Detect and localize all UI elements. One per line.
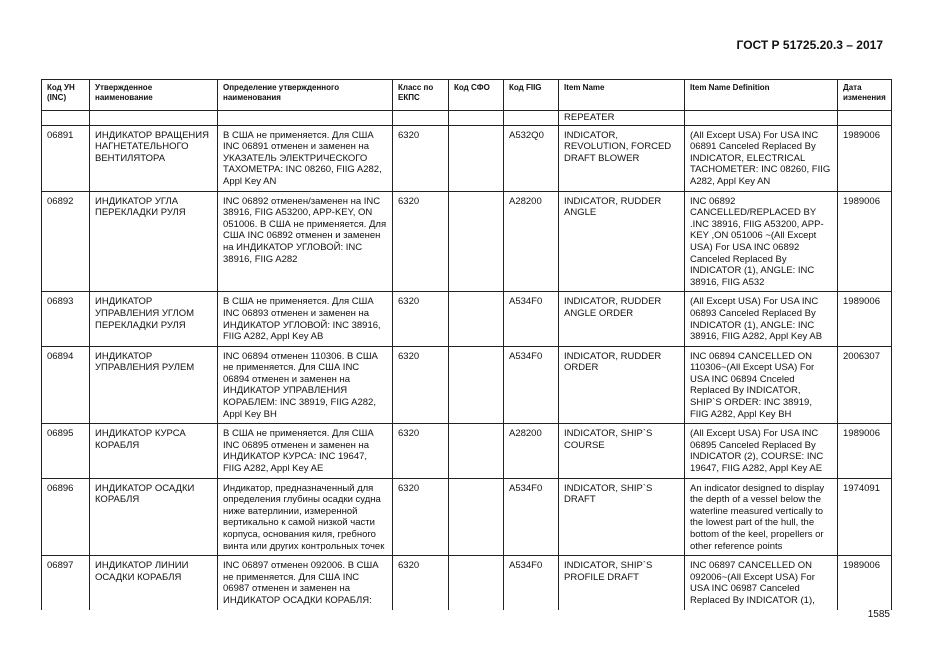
cell-inc: 06894: [42, 346, 90, 424]
cell-date: 2006307: [838, 346, 892, 424]
cell-name: ИНДИКАТОР КУРСА КОРАБЛЯ: [90, 424, 218, 478]
cell-item-name: INDICATOR, REVOLUTION, FORCED DRAFT BLOWER: [559, 125, 685, 191]
cell-definition: [218, 111, 393, 126]
cell-class: [393, 111, 449, 126]
cell-item-definition: INC 06894 CANCELLED ON 110306~(All Except USA) For USA INC 06894 Cnceled Replaced By INDICATOR, SHIP`S ORDER: INC 38919, FIIG A282, Appl Key BH: [685, 346, 838, 424]
cell-fiig: A534F0: [504, 478, 559, 556]
table-row: [42, 191, 892, 292]
cell-sfo: [449, 111, 504, 126]
cell-sfo: [449, 556, 504, 610]
cell-definition: В США не применяется. Для США INC 06891 отменен и заменен на УКАЗАТЕЛЬ ЭЛЕКТРИЧЕСКОГО ТАХОМЕТРА: INC 08260, FIIG A282, Appl Key AN: [218, 125, 393, 191]
cell-name: ИНДИКАТОР ВРАЩЕНИЯ НАГНЕТАТЕЛЬНОГО ВЕНТИЛЯТОРА: [90, 125, 218, 191]
cell-sfo: [449, 478, 504, 556]
column-header-item-name: Item Name: [559, 80, 685, 111]
cell-date: 1974091: [838, 478, 892, 556]
cell-sfo: [449, 125, 504, 191]
cell-inc: [42, 111, 90, 126]
cell-inc: 06895: [42, 424, 90, 478]
cell-inc: 06893: [42, 292, 90, 346]
cell-class: 6320: [393, 346, 449, 424]
cell-fiig: A534F0: [504, 346, 559, 424]
cell-name: [90, 111, 218, 126]
cell-inc: 06892: [42, 191, 90, 292]
table-row: [42, 292, 892, 346]
cell-class: 6320: [393, 478, 449, 556]
cell-class: 6320: [393, 191, 449, 292]
cell-item-definition: [685, 111, 838, 126]
cell-class: 6320: [393, 292, 449, 346]
cell-date: 1989006: [838, 125, 892, 191]
cell-inc: 06891: [42, 125, 90, 191]
cell-date: 1989006: [838, 191, 892, 292]
table-row: [42, 424, 892, 478]
cell-name: ИНДИКАТОР УПРАВЛЕНИЯ УГЛОМ ПЕРЕКЛАДКИ РУЛЯ: [90, 292, 218, 346]
cell-fiig: A534F0: [504, 556, 559, 610]
cell-item-definition: INC 06892 CANCELLED/REPLACED BY .INC 38916, FIIG A53200, APP-KEY ,ON 051006 ~(All Except USA) For USA INC 06892 Canceled Replaced By INDICATOR (1), ANGLE: INC 38916, FIIG A532: [685, 191, 838, 292]
cell-item-definition: (All Except USA) For USA INC 06895 Canceled Replaced By INDICATOR (2), COURSE: INC 19647, FIIG A282, Appl Key AE: [685, 424, 838, 478]
cell-item-name: INDICATOR, SHIP`S COURSE: [559, 424, 685, 478]
cell-class: 6320: [393, 424, 449, 478]
cell-item-name: INDICATOR, RUDDER ANGLE ORDER: [559, 292, 685, 346]
cell-fiig: A532Q0: [504, 125, 559, 191]
cell-item-definition: An indicator designed to display the depth of a vessel below the waterline measured vertically to the lowest part of the hull, the bottom of the keel, propellers or other reference points: [685, 478, 838, 556]
cell-fiig: A28200: [504, 191, 559, 292]
cell-inc: 06897: [42, 556, 90, 610]
cell-definition: Индикатор, предназначенный для определения глубины осадки судна ниже ватерлинии, измеренной вертикально к самой низкой части корпуса, основания киля, гребного винта или других контрольных точек: [218, 478, 393, 556]
cell-name: ИНДИКАТОР ЛИНИИ ОСАДКИ КОРАБЛЯ: [90, 556, 218, 610]
cell-sfo: [449, 424, 504, 478]
cell-item-name: INDICATOR, RUDDER ANGLE: [559, 191, 685, 292]
cell-date: 1989006: [838, 292, 892, 346]
cell-item-definition: INC 06897 CANCELLED ON 092006~(All Except USA) For USA INC 06987 Canceled Replaced By INDICATOR (1),: [685, 556, 838, 610]
column-header-definition: Определение утвержденного наименования: [218, 80, 393, 111]
cell-fiig: A534F0: [504, 292, 559, 346]
cell-fiig: [504, 111, 559, 126]
cell-sfo: [449, 346, 504, 424]
column-header-class: Класс по ЕКПС: [393, 80, 449, 111]
cell-date: 1989006: [838, 556, 892, 610]
column-header-item-definition: Item Name Definition: [685, 80, 838, 111]
document-code: ГОСТ Р 51725.20.3 – 2017: [736, 38, 883, 52]
catalog-table: [41, 79, 892, 610]
cell-definition: INC 06897 отменен 092006. В США не применяется. Для США INC 06987 отменен и заменен на ИНДИКАТОР ОСАДКИ КОРАБЛЯ:: [218, 556, 393, 610]
cell-name: ИНДИКАТОР УГЛА ПЕРЕКЛАДКИ РУЛЯ: [90, 191, 218, 292]
cell-date: [838, 111, 892, 126]
cell-item-definition: (All Except USA) For USA INC 06893 Canceled Replaced By INDICATOR (1), ANGLE: INC 38916, FIIG A282, Appl Key AB: [685, 292, 838, 346]
cell-item-definition: (All Except USA) For USA INC 06891 Canceled Replaced By INDICATOR, ELECTRICAL TACHOMETER: INC 08260, FIIG A282, Appl Key AN: [685, 125, 838, 191]
column-header-date: Дата изменения: [838, 80, 892, 111]
cell-item-name: INDICATOR, SHIP`S PROFILE DRAFT: [559, 556, 685, 610]
column-header-name: Утвержденное наименование: [90, 80, 218, 111]
cell-sfo: [449, 292, 504, 346]
cell-class: 6320: [393, 556, 449, 610]
table-row: [42, 556, 892, 610]
column-header-fiig: Код FIIG: [504, 80, 559, 111]
cell-date: 1989006: [838, 424, 892, 478]
page-number: 1585: [867, 609, 890, 620]
cell-item-name: REPEATER: [559, 111, 685, 126]
cell-definition: В США не применяется. Для США INC 06893 отменен и заменен на ИНДИКАТОР УГЛОВОЙ: INC 38916, FIIG A282, Appl Key AB: [218, 292, 393, 346]
table-row: [42, 125, 892, 191]
cell-name: ИНДИКАТОР УПРАВЛЕНИЯ РУЛЕМ: [90, 346, 218, 424]
cell-item-name: INDICATOR, RUDDER ORDER: [559, 346, 685, 424]
table-row: [42, 346, 892, 424]
cell-sfo: [449, 191, 504, 292]
cell-definition: INC 06894 отменен 110306. В США не применяется. Для США INC 06894 отменен и заменен на ИНДИКАТОР УПРАВЛЕНИЯ КОРАБЛЕМ: INC 38919, FIIG A282, Appl Key BH: [218, 346, 393, 424]
cell-inc: 06896: [42, 478, 90, 556]
cell-name: ИНДИКАТОР ОСАДКИ КОРАБЛЯ: [90, 478, 218, 556]
cell-fiig: A28200: [504, 424, 559, 478]
cell-definition: В США не применяется. Для США INC 06895 отменен и заменен на ИНДИКАТОР КУРСА: INC 19647, FIIG A282, Appl Key AE: [218, 424, 393, 478]
table-row: [42, 478, 892, 556]
column-header-sfo: Код СФО: [449, 80, 504, 111]
column-header-inc: Код УН (INC): [42, 80, 90, 111]
cell-definition: INC 06892 отменен/заменен на INC 38916, FIIG A53200, APP-KEY, ON 051006. В США не применяется. Для США INC 06892 отменен и заменен на ИНДИКАТОР УГЛОВОЙ: INC 38916, FIIG A282: [218, 191, 393, 292]
cell-class: 6320: [393, 125, 449, 191]
table-header-row: [42, 80, 892, 111]
cell-item-name: INDICATOR, SHIP`S DRAFT: [559, 478, 685, 556]
table-row: [42, 111, 892, 126]
